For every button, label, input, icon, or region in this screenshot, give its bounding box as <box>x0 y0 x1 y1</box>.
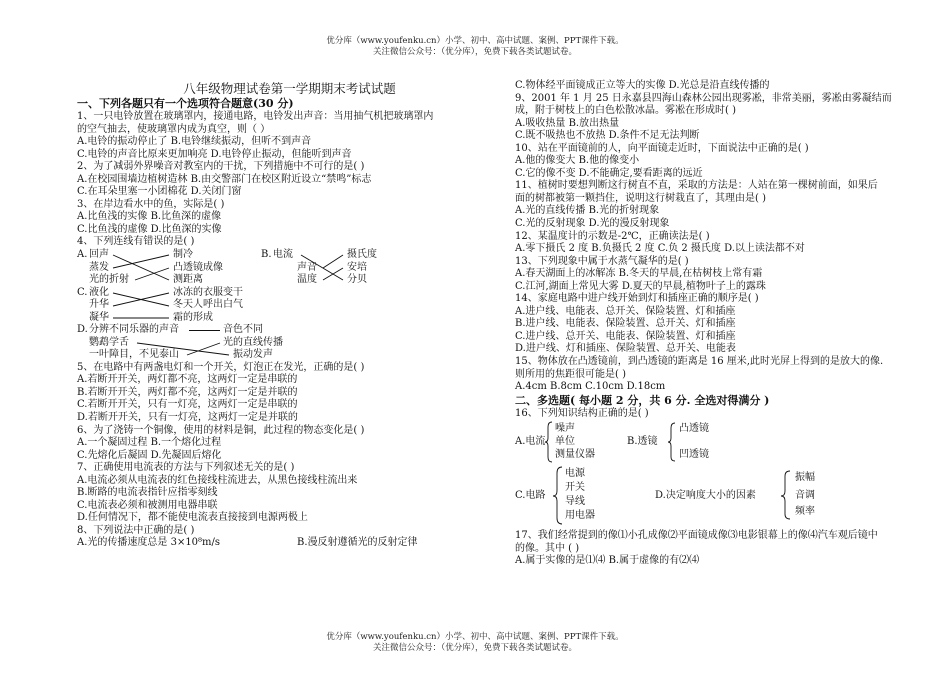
q4a-right-2: 凸透镜成像 <box>173 261 223 273</box>
question-6 <box>77 425 502 463</box>
q16-stem: 16、下列知识结构正确的是( ) <box>515 407 649 419</box>
q14-option-b: B.进户线、电能表、保险装置、总开关、灯和插座 <box>515 318 736 330</box>
q8-options-cd: C.物体经平面镜成正立等大的实像 D.光总是沿直线传播的 <box>515 80 770 91</box>
q4d-label: D. <box>77 324 88 336</box>
q8-stem: 8、下列说法中正确的是( ) <box>77 524 195 536</box>
q4c-right-1: 冰冻的衣服变干 <box>173 286 243 298</box>
q17-stem-1: 17、我们经常提到的像⑴小孔成像⑵平面镜成像⑶电影银幕上的像⑷汽车观后镜中 <box>515 530 878 542</box>
q4d-item-2: 音色不同 <box>223 324 263 336</box>
q15-options: A.4cm B.8cm C.10cm D.18cm <box>515 381 666 393</box>
q16-ab-structures <box>515 420 930 466</box>
q8-option-b: B.漫反射遵循光的反射定律 <box>297 537 418 549</box>
q13-options-cd: C.江河,湖面上常见大雾 D.夏天的早晨,植物叶子上的露珠 <box>515 280 766 292</box>
q4a-right-3: 测距离 <box>173 274 203 286</box>
q6-stem: 6、为了浇铸一个铜像，使用的材料是铜，此过程的物态变化是( ) <box>77 424 365 436</box>
exam-title: 八年级物理试卷第一学期期末考试试题 <box>183 81 396 96</box>
q4b-left-1: 电流 <box>273 249 293 261</box>
q16c-item-1: 电源 <box>565 468 585 480</box>
q15-stem-2: 则所用的焦距很可能是( ) <box>515 368 626 380</box>
q14-option-c: C.进户线、总开关、电能表、保险装置、灯和插座 <box>515 330 736 342</box>
q4a-label: A. <box>77 249 88 261</box>
q5-option-c: C.若断开开关，只有一灯亮，这两灯一定是串联的 <box>77 399 298 411</box>
q16d-item-2: 音调 <box>795 490 815 502</box>
q4c-matching <box>77 287 502 325</box>
q4b-label: B. <box>261 249 272 261</box>
q11-options-cd: C.光的反射现象 D.光的漫反射现象 <box>515 218 670 230</box>
q4d-item-4: 光的直线传播 <box>223 336 283 348</box>
q4a-left-1: 回声 <box>89 249 109 261</box>
question-7 <box>77 462 502 525</box>
q4b-right-2: 安培 <box>347 261 367 273</box>
q11-options-ab: A.光的直线传播 B.光的折射现象 <box>515 205 660 217</box>
q4b-left-3: 温度 <box>297 274 317 286</box>
section-2-heading: 二、多选题( 每小题 2 分，共 6 分. 全选对得满分 ) <box>515 393 770 407</box>
question-17 <box>515 530 930 568</box>
question-15 <box>515 356 930 394</box>
question-2 <box>77 161 502 199</box>
q1-options-ab: A.电铃的振动停止了 B.电铃继续振动，但听不到声音 <box>77 136 312 148</box>
q7-option-c: C.电流表必须和被测用电器串联 <box>77 499 218 511</box>
header-line-1: 优分库（www.youfenku.cn）小学、初中、高中试题、案例、PPT课件下载。 <box>326 36 624 46</box>
question-16 <box>515 408 930 531</box>
q6-options-cd: C.先熔化后凝固 D.先凝固后熔化 <box>77 449 222 461</box>
q4c-right-3: 霜的形成 <box>173 311 213 323</box>
q4-ab-matching <box>77 249 502 287</box>
q9-options-cd: C.既不吸热也不放热 D.条件不足无法判断 <box>515 130 700 142</box>
right-column <box>515 80 930 568</box>
q15-stem-1: 15、物体放在凸透镜前，到凸透镜的距离是 16 厘米,此时光屏上得到的是放大的像. <box>515 356 884 368</box>
q16c-label: C.电路 <box>515 490 546 502</box>
q4d-matching <box>77 324 502 362</box>
question-4 <box>77 236 502 361</box>
question-11 <box>515 180 930 230</box>
q14-stem: 14、家庭电路中进户线开始到灯和插座正确的顺序是( ) <box>515 293 759 305</box>
question-10 <box>515 143 930 181</box>
question-9 <box>515 93 930 143</box>
q16-ab-brace-icons <box>515 420 715 466</box>
section-1-heading: 一、下列各题只有一个选项符合题意(30 分) <box>77 97 294 110</box>
q4a-left-3: 光的折射 <box>89 274 129 286</box>
header-line-2: 关注微信公众号：（优分库），免费下载各类试题试卷。 <box>372 47 577 57</box>
q12-options: A.零下摄氏 2 度 B.负摄氏 2 度 C.负 2 摄氏度 D.以上读法都不对 <box>515 243 805 255</box>
q4a-left-2: 蒸发 <box>89 261 109 273</box>
q7-option-b: B.断路的电流表指针应指零刻线 <box>77 487 218 499</box>
q16a-label: A.电流 <box>515 436 546 448</box>
question-8 <box>77 525 502 550</box>
q9-stem-2: 成，附于树枝上的白色松散冰晶。雾凇在形成时( ) <box>515 105 736 117</box>
question-14 <box>515 293 930 356</box>
q17-options-ab: A.属于实像的是⑴⑷ B.属于虚像的有⑵⑷ <box>515 555 700 567</box>
q14-option-a: A.进户线、电能表、总开关、保险装置、灯和插座 <box>515 305 736 317</box>
q16b-item-1: 凸透镜 <box>679 423 709 435</box>
q2-options-ab: A.在校园围墙边植树造林 B.由交警部门在校区附近设立“禁鸣”标志 <box>77 173 372 185</box>
q16b-item-2: 凹透镜 <box>679 449 709 461</box>
q16d-label: D.决定响度大小的因素 <box>655 490 756 502</box>
q4b-left-2: 声音 <box>297 261 317 273</box>
q16-cd-structures <box>515 466 930 530</box>
q4c-left-1: 液化 <box>89 286 109 298</box>
q5-stem: 5、在电路中有两盏电灯和一个开关，灯泡正在发光，正确的是( ) <box>77 361 365 373</box>
q12-stem: 12、某温度计的示数是-2℃，正确读法是( ) <box>515 230 710 242</box>
q1-stem-2: 的空气抽去，使玻璃罩内成为真空，则（ ） <box>77 123 271 135</box>
q4a-right-1: 制冷 <box>173 249 193 261</box>
left-column <box>77 80 502 550</box>
q5-option-a: A.若断开开关，两灯都不亮，这两灯一定是串联的 <box>77 374 298 386</box>
q2-stem: 2、为了减弱外界噪音对教室内的干扰，下列措施中不可行的是( ) <box>77 161 365 173</box>
q16c-item-4: 用电器 <box>565 510 595 522</box>
q2-options-cd: C.在耳朵里塞一小团棉花 D.关闭门窗 <box>77 186 242 198</box>
q4d-item-5: 一叶障目，不见泰山 <box>89 349 179 361</box>
q1-stem-1: 1、一只电铃放置在玻璃罩内，接通电路，电铃发出声音：当用抽气机把玻璃罩内 <box>77 111 434 122</box>
q10-options-ab: A.他的像变大 B.他的像变小 <box>515 155 640 167</box>
q3-stem: 3、在岸边看水中的鱼，实际是( ) <box>77 198 225 210</box>
q16a-item-2: 单位 <box>555 436 575 448</box>
q9-options-ab: A.吸收热量 B.放出热量 <box>515 117 620 129</box>
q13-stem: 13、下列现象中属于水蒸气凝华的是( ) <box>515 255 689 267</box>
q4c-label: C. <box>77 286 88 298</box>
question-13 <box>515 256 930 294</box>
q7-option-d: D.任何情况下，都不能使电流表直接接到电源两极上 <box>77 512 308 524</box>
q4-stem: 4、下列连线有错误的是( ) <box>77 236 195 248</box>
q16d-item-3: 频率 <box>795 506 815 518</box>
q13-options-ab: A.春天湖面上的冰解冻 B.冬天的早晨,在枯树枝上常有霜 <box>515 268 763 280</box>
q5-option-b: B.若断开开关，两灯都不亮，这两灯一定是并联的 <box>77 386 298 398</box>
q7-stem: 7、正确使用电流表的方法与下列叙述无关的是( ) <box>77 462 295 474</box>
q4c-left-2: 升华 <box>89 299 109 311</box>
q8-option-a: A.光的传播速度总是 3×10⁸m/s <box>77 537 221 549</box>
question-12 <box>515 231 930 256</box>
q6-options-ab: A.一个凝固过程 B.一个熔化过程 <box>77 437 222 449</box>
q4-ab-connector-lines <box>77 249 407 289</box>
q4c-left-3: 凝华 <box>89 311 109 323</box>
question-1 <box>77 111 502 161</box>
q4b-right-1: 摄氏度 <box>347 249 377 261</box>
q9-stem-1: 9、2001 年 1 月 25 日永嘉县四海山森林公园出现雾凇，非常美丽，雾凇由雾凝结而 <box>515 92 892 104</box>
q5-option-d: D.若断开开关，只有一灯亮，这两灯一定是并联的 <box>77 411 298 423</box>
q17-stem-2: 的像。其中 ( ) <box>515 542 580 554</box>
q16a-item-1: 噪声 <box>555 423 575 435</box>
q4d-connector-lines <box>77 324 277 364</box>
q10-stem: 10、站在平面镜前的人，向平面镜走近时，下面说法中正确的是( ) <box>515 142 809 154</box>
q10-options-cd: C.它的像不变 D.不能确定,要看距离的远近 <box>515 167 703 179</box>
q16b-label: B.透镜 <box>627 436 658 448</box>
q4b-right-3: 分贝 <box>347 274 367 286</box>
question-3 <box>77 199 502 237</box>
q14-option-d: D.进户线、灯和插座、保险装置、总开关、电能表 <box>515 343 736 355</box>
q4d-item-6: 振动发声 <box>233 349 273 361</box>
question-5 <box>77 362 502 425</box>
q16-cd-brace-icons <box>515 466 815 530</box>
q11-stem-1: 11、植树时要想判断这行树直不直，采取的方法是：人站在第一棵树前面，如果后 <box>515 180 878 192</box>
q3-options-ab: A.比鱼浅的实像 B.比鱼深的虚像 <box>77 211 222 223</box>
q16c-item-2: 开关 <box>565 482 585 494</box>
q16a-item-3: 测量仪器 <box>555 449 595 461</box>
q4d-item-3: 鹦鹉学舌 <box>89 336 129 348</box>
q3-options-cd: C.比鱼浅的虚像 D.比鱼深的实像 <box>77 223 222 235</box>
footer-line-1: 优分库（www.youfenku.cn）小学、初中、高中试题、案例、PPT课件下载。 <box>326 632 624 642</box>
q4c-right-2: 冬天人呼出白气 <box>173 299 243 311</box>
q7-option-a: A.电流必须从电流表的红色接线柱流进去，从黑色接线柱流出来 <box>77 474 358 486</box>
q1-options-cd: C.电铃的声音比原来更加响亮 D.电铃停止振动，但能听到声音 <box>77 148 352 160</box>
q8-options-ab <box>77 537 502 550</box>
q16c-item-3: 导线 <box>565 496 585 508</box>
q4d-item-1: 分辨不同乐器的声音 <box>89 324 179 336</box>
q11-stem-2: 面的树都被第一颗挡住，说明这行树栽直了，其理由是( ) <box>515 192 766 204</box>
q4c-connector-lines <box>77 287 197 327</box>
footer-line-2: 关注微信公众号：（优分库），免费下载各类试题试卷。 <box>372 643 577 653</box>
q16d-item-1: 振幅 <box>795 472 815 484</box>
